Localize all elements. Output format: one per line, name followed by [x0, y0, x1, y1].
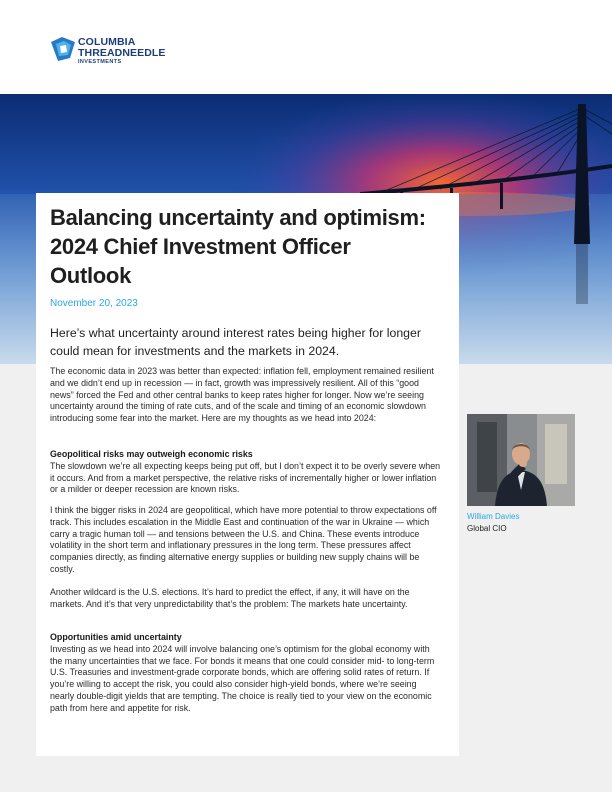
section-geopolitical	[50, 449, 442, 496]
paragraph: Investing as we head into 2024 will involve balancing one’s optimism for the global economy with the many uncertainties that we face. For bonds it means that one could consider mid- to long-term U.S. Treasuries and investment-grade corporate bonds, which are offering solid rates of return. If you’re willing to accept the risk, you could also consider high-yield bonds, where we’re seeing nearly double-digit yields that are tempting. The choice is really tied to your view on the economic path from here and appetite for risk.	[50, 643, 435, 713]
brand-sub: INVESTMENTS	[78, 59, 122, 65]
author-photo	[467, 414, 575, 506]
logo-mark-icon	[48, 34, 78, 64]
section-heading: Geopolitical risks may outweigh economic risks	[50, 449, 253, 459]
paragraph: The slowdown we’re all expecting keeps being put off, but I don’t expect it to be overly severe when it occurs. And from a market perspective, the relative risks of incrementally higher or lower inflation or a milder or deeper recession are known risks.	[50, 460, 441, 495]
brand-logo[interactable]	[48, 34, 188, 74]
brand-line-1: COLUMBIA	[78, 36, 136, 48]
paragraph-intro: The economic data in 2023 was better than expected: inflation fell, employment remained resilient and we didn’t end up in recession — in fact, growth was impressively resilient. All of this “good news” forced the Fed and other central banks to keep rates higher for longer. Now we’re seeing uncertainty around the timing of rate cuts, and of the scale and timing of an economic slowdown introducing some fear into the market. Here are my thoughts as we head into 2024:	[50, 366, 434, 424]
author-name: William Davies	[467, 512, 520, 521]
author-role: Global CIO	[467, 524, 507, 533]
section-opportunities	[50, 632, 442, 715]
article-lead: Here’s what uncertainty around interest rates being higher for longer could mean for investments and the markets in 2024.	[50, 326, 421, 358]
article-date: November 20, 2023	[50, 298, 138, 309]
section-heading: Opportunities amid uncertainty	[50, 632, 182, 642]
paragraph-geopolitical-risks: I think the bigger risks in 2024 are geopolitical, which have more potential to throw expectations off track. This includes escalation in the Middle East and continuation of the war in Ukraine — which carry a tragic human toll — and tensions between the U.S. and China. These events introduce volatility in the short term and inflationary pressures in the long term. These pressures affect companies directly, as finding alternative energy supplies or building new supply chains will be costly.	[50, 505, 437, 574]
brand-name	[78, 37, 166, 58]
paragraph-elections: Another wildcard is the U.S. elections. It’s hard to predict the effect, if any, it will have on the markets. And it’s that very unpredictability that’s the problem: The markets hate uncertainty.	[50, 587, 410, 609]
brand-line-2: THREADNEEDLE	[78, 46, 166, 59]
article-title: Balancing uncertainty and optimism: 2024 Chief Investment Officer Outlook	[50, 205, 426, 288]
